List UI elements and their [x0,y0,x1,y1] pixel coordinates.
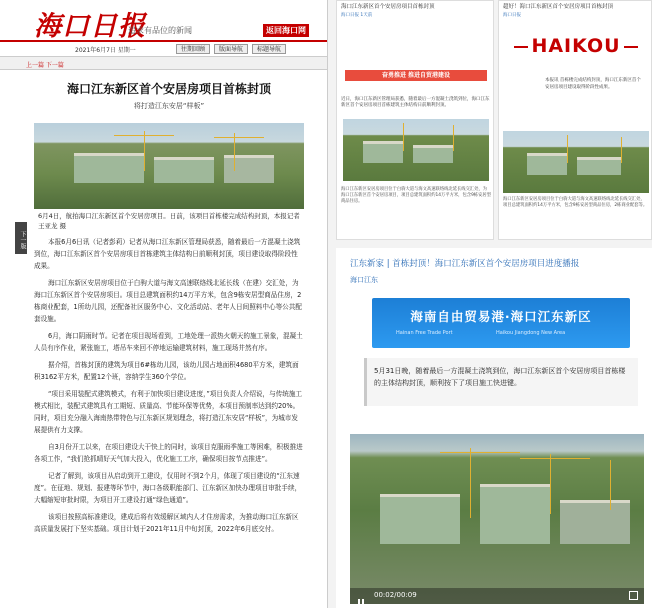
video-controls [350,588,644,604]
date-bar [0,42,327,56]
newspaper-logo[interactable]: 海口日报 [34,11,146,42]
banner-subtitle-right: Haikou Jiangdong New Area [496,330,566,336]
mobile-article-title[interactable]: 超好！海口江东新区首个安居房项目首栋封顶 [503,4,614,10]
mobile-article-body: 海口江东新区安居房项目位于白驹大道与海文高速联络线北延长线交汇处，为海口江东新区首个安居房项目，项目总建筑面积约14万平方米，包含9栋安居型商品住房。 [341,187,491,204]
mobile-article-lead: 近日，海口江东新区管理局获悉，随着最后一方混凝土浇筑到位，海口江东新区首个安居房项目首栋建筑主体结构日前顺利封顶。 [341,97,490,108]
article-subheadline: 将打造江东安居“样板” [133,102,205,110]
paragraph: 该项目按照高标准建设，建成后将有效缓解区域内人才住房需求，为推动海口江东新区高质量发展打下坚实基础。项目计划于2021年11月中旬封顶，2022年6月底交付。 [34,513,299,533]
video-timestamp: 00:02/00:09 [374,591,417,599]
slogan: 追求有品位的新闻 [128,26,192,35]
nav-past-issues[interactable]: 往期回顾 [176,44,210,54]
nav-page-navigation[interactable]: 版面导航 [214,44,248,54]
paragraph: 6月，海口阴雨时节。记者在项目现场看到，工地处理一派热火朝天的施工景象，混凝土人员有序作业，紧张施工，塔吊车来回不停地运输建筑材料，施工现场井然有序。 [34,332,303,352]
pause-icon[interactable] [358,592,366,600]
account-name-link[interactable]: 海口江东 [350,276,378,284]
construction-photo[interactable] [343,119,489,181]
article-quote: 5月31日晚，随着最后一方混凝土浇筑到位，海口江东新区首个安居房项目首栋楼的主体结构封顶，顺利按下了项目施工快进键。 [364,358,638,406]
page-bar [0,56,327,70]
paragraph: “项目采用装配式建筑模式，有利于加快项目建设进度，”项目负责人介绍说，与传统施工模式相比，装配式建筑具有工期短、质量高、节能环保等优势，本项目预制率达到约20%。同时，项目充分融入海南热带特色与江东新区规划理念，将打造江东安居“样板”，为城市发展提供有力支撑。 [34,390,303,434]
free-trade-port-banner [372,298,630,348]
article-body [34,72,304,608]
paragraph: 自3月份开工以来，在项目建设大干快上的同时，该项目克服雨季施工等困难，积极推进各项工作，“我们抢抓晴好天气加大投入，优化施工工序，确保项目按节点推进”。 [34,443,303,463]
masthead [0,0,327,42]
fullscreen-icon[interactable] [629,591,638,600]
mobile-article-meta: 海口日报 1天前 [341,13,373,18]
paragraph: 记者了解到，该项目从启动到开工建设，仅用时不到2个月，体现了项目建设的“江东速度”。在征地、规划、报建等环节中，海口各级职能部门、江东新区加快办理项目审批手续，大幅缩短审批时限，为项目开工建设打通“绿色通道”。 [34,472,302,504]
promo-banner [337,67,494,83]
prev-next-links[interactable]: 上一篇 下一篇 [26,62,64,69]
wechat-article [336,248,652,608]
construction-photo[interactable] [503,131,649,193]
construction-photo[interactable] [34,123,304,209]
article-headline: 海口江东新区首个安居房项目首栋封顶 [66,82,271,96]
mobile-article-meta: 海口日报 [503,13,521,18]
mobile-article-1 [336,0,494,240]
paragraph: 海口江东新区安居房项目位于白驹大道与海文高速联络线北延长线（在建）交汇处，为海口江东新区首个安居房项目。项目总建筑面积约14万平方米，包含9栋安居型商品住房，2栋商业配套，1所幼儿园，还配备社区服务中心、文化活动站、老年人日间照料中心等公共配套设施。 [34,279,302,323]
photo-caption: 6月4日，航拍海口江东新区首个安居房项目。日前，该项目首栋楼完成结构封顶，本报记者 王亚龙 摄 [38,212,300,230]
paragraph: 据介绍，首栋封顶的建筑为项目6#栋幼儿园，该幼儿园占地面积4680平方米，建筑面积3162平方米，配置12个班，容纳学生360个学位。 [34,361,299,381]
paragraph: 本报6月6日讯（记者彭莉）记者从海口江东新区管理局获悉，随着最后一方混凝土浇筑到位，海口江东新区首个安居房项目首栋建筑主体结构日前顺利封顶，项目建设取得阶段性成果。 [34,238,301,270]
next-page-tab[interactable]: 下一版 [15,222,27,254]
banner-subtitle-left: Hainan Free Trade Port [396,330,453,336]
wechat-article-title: 江东新家 | 首栋封顶！海口江东新区首个安居房项目进度播报 [350,259,580,269]
video-player[interactable] [350,434,644,604]
haikou-logo: HAIKOU [503,35,649,57]
mobile-article-title[interactable]: 海口江东新区首个安居房项目首栋封顶 [341,4,435,10]
banner-title: 海南自由贸易港·海口江东新区 [410,309,592,324]
mobile-article-2 [498,0,652,240]
nav-headline-navigation[interactable]: 标题导航 [252,44,286,54]
return-link[interactable]: 返回海口网 [263,24,309,37]
promo-banner-text: 奋勇推进 推进自贸港建设 [345,70,487,81]
mobile-article-body: 海口江东新区安居房项目位于白驹大道与海文高速联络线北延长线交汇处，项目总建筑面积约14万平方米，包含9栋安居型商品住房，2栋商业配套等。 [503,197,648,208]
issue-date: 2021年6月7日 星期一 [75,47,136,54]
mobile-article-lead: 本报讯 首栋楼完成结构封顶，海口江东新区首个安居房项目建设取得阶段性成果。 [545,78,641,90]
